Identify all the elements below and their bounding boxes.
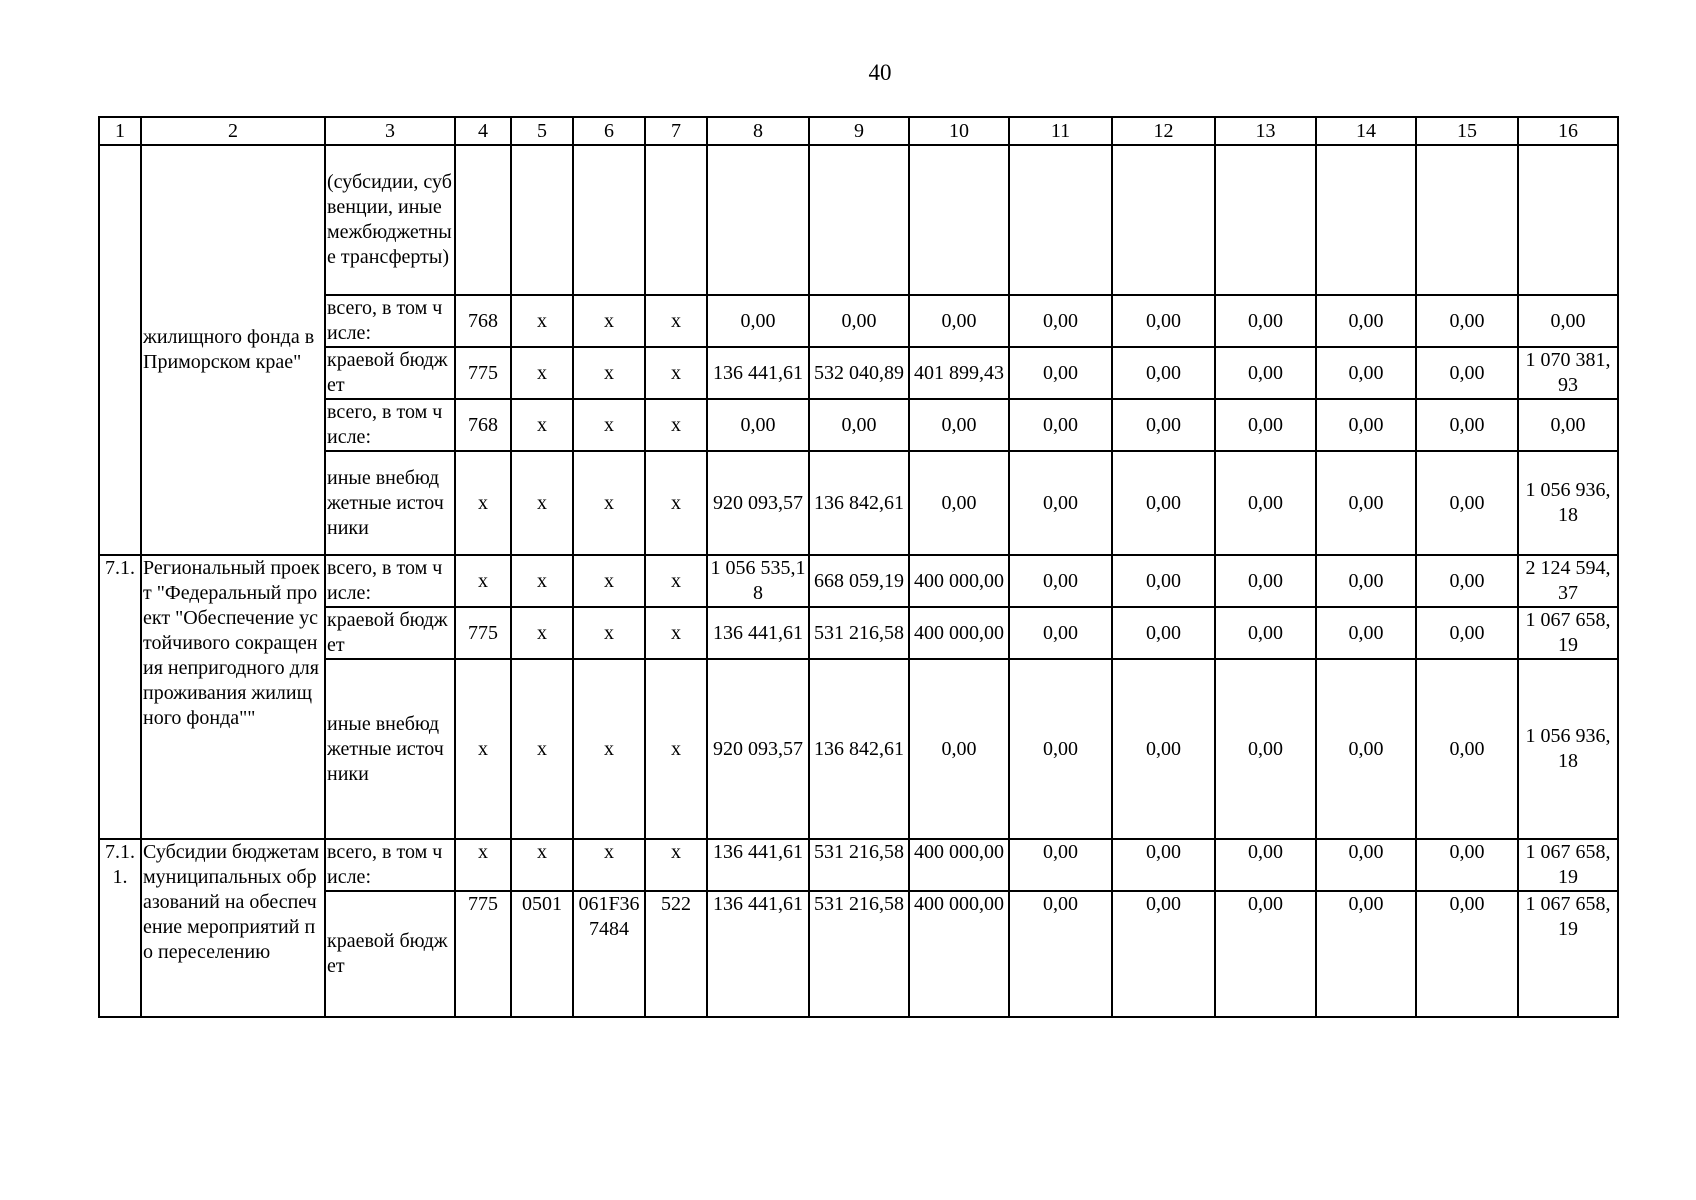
row-number-cell: 7.1.1. [99,839,141,1017]
source-cell: (субсидии, субвенции, иные межбюджетные трансферты) [325,145,455,295]
value-cell: 400 000,00 [909,839,1009,891]
value-cell: x [573,451,645,555]
value-cell: x [511,839,573,891]
value-cell: 0,00 [1215,555,1316,607]
value-cell: 775 [455,607,511,659]
value-cell [809,145,909,295]
column-header: 6 [573,117,645,145]
table-row [99,607,1618,659]
value-cell: 775 [455,347,511,399]
value-cell: x [645,555,707,607]
value-cell [1009,145,1112,295]
value-cell: 0,00 [909,295,1009,347]
value-cell: 0,00 [909,451,1009,555]
value-cell: 0,00 [1316,295,1416,347]
value-cell: 1 070 381,93 [1518,347,1618,399]
value-cell [455,145,511,295]
column-header: 1 [99,117,141,145]
table-row [99,451,1618,555]
value-cell: 0,00 [909,399,1009,451]
value-cell: 0,00 [1009,347,1112,399]
value-cell: 920 093,57 [707,451,809,555]
page-number: 40 [868,60,892,85]
value-cell: 061F367484 [573,891,645,1017]
value-cell: 0,00 [1009,891,1112,1017]
value-cell: 0,00 [1215,607,1316,659]
value-cell: 0,00 [707,399,809,451]
value-cell: 0,00 [1112,839,1215,891]
value-cell: x [645,607,707,659]
value-cell: 0,00 [1112,555,1215,607]
value-cell: 0,00 [1215,891,1316,1017]
value-cell: x [511,607,573,659]
value-cell: 0,00 [1416,555,1518,607]
value-cell: 0,00 [909,659,1009,839]
value-cell: 0,00 [1009,451,1112,555]
value-cell: x [511,555,573,607]
value-cell: x [573,839,645,891]
column-header: 15 [1416,117,1518,145]
value-cell: 401 899,43 [909,347,1009,399]
value-cell: x [511,659,573,839]
table-row [99,295,1618,347]
value-cell: 0,00 [1009,659,1112,839]
value-cell: 1 056 936,18 [1518,659,1618,839]
value-cell: 136 441,61 [707,839,809,891]
value-cell: 0,00 [1112,891,1215,1017]
table-row [99,839,1618,891]
value-cell: 0,00 [1316,399,1416,451]
value-cell: 400 000,00 [909,607,1009,659]
value-cell: 136 441,61 [707,891,809,1017]
value-cell: 0,00 [1316,607,1416,659]
column-header: 11 [1009,117,1112,145]
column-header: 4 [455,117,511,145]
value-cell: x [511,347,573,399]
value-cell: 0,00 [1416,839,1518,891]
value-cell: x [573,555,645,607]
value-cell: x [645,399,707,451]
row-number-cell: 7.1. [99,555,141,839]
value-cell: x [511,399,573,451]
value-cell: 0501 [511,891,573,1017]
value-cell: 920 093,57 [707,659,809,839]
value-cell: 400 000,00 [909,891,1009,1017]
column-header: 2 [141,117,325,145]
item-name-cell: Региональный проект "Федеральный проект "Обеспечение устойчивого сокращения непригодного для проживания жилищного фонда"" [141,555,325,839]
column-header: 13 [1215,117,1316,145]
value-cell: 1 067 658,19 [1518,891,1618,1017]
value-cell: x [573,295,645,347]
value-cell: 136 441,61 [707,607,809,659]
value-cell: 0,00 [1518,295,1618,347]
column-header: 7 [645,117,707,145]
table-body [99,117,1618,1017]
source-cell: всего, в том числе: [325,399,455,451]
value-cell: 136 842,61 [809,451,909,555]
source-cell: краевой бюджет [325,347,455,399]
source-cell: краевой бюджет [325,891,455,1017]
table-row [99,145,1618,295]
value-cell: 775 [455,891,511,1017]
value-cell: 0,00 [1009,555,1112,607]
value-cell: x [573,347,645,399]
row-number-cell [99,145,141,555]
value-cell: x [455,839,511,891]
value-cell: x [455,659,511,839]
source-cell: краевой бюджет [325,607,455,659]
value-cell [909,145,1009,295]
source-cell: всего, в том числе: [325,555,455,607]
column-header: 5 [511,117,573,145]
table-row [99,555,1618,607]
value-cell: x [455,451,511,555]
value-cell: 0,00 [1316,555,1416,607]
value-cell: 532 040,89 [809,347,909,399]
value-cell [707,145,809,295]
value-cell: x [573,607,645,659]
value-cell: 0,00 [1009,839,1112,891]
column-header: 10 [909,117,1009,145]
value-cell: x [645,295,707,347]
value-cell: 0,00 [1215,347,1316,399]
source-cell: иные внебюджетные источники [325,659,455,839]
value-cell: 531 216,58 [809,607,909,659]
value-cell: 0,00 [1416,451,1518,555]
value-cell: 0,00 [1316,451,1416,555]
value-cell [1215,145,1316,295]
value-cell: 0,00 [1416,347,1518,399]
source-cell: всего, в том числе: [325,839,455,891]
value-cell: 0,00 [1416,891,1518,1017]
value-cell: 1 067 658,19 [1518,839,1618,891]
value-cell [645,145,707,295]
value-cell: 1 067 658,19 [1518,607,1618,659]
value-cell: 531 216,58 [809,891,909,1017]
value-cell: 0,00 [1112,607,1215,659]
value-cell: 0,00 [1112,347,1215,399]
value-cell: 0,00 [1112,295,1215,347]
value-cell: 1 056 535,18 [707,555,809,607]
value-cell: 522 [645,891,707,1017]
value-cell: 0,00 [1316,839,1416,891]
value-cell: 0,00 [1215,839,1316,891]
value-cell: 0,00 [1009,295,1112,347]
value-cell: 0,00 [1416,295,1518,347]
item-name-cell: Субсидии бюджетам муниципальных образований на обеспечение мероприятий по переселению [141,839,325,1017]
value-cell: 0,00 [1316,347,1416,399]
item-name-cell: жилищного фонда в Приморском крае" [141,145,325,555]
value-cell [1316,145,1416,295]
value-cell [1518,145,1618,295]
value-cell: 1 056 936,18 [1518,451,1618,555]
value-cell: 0,00 [1215,451,1316,555]
table-row [99,347,1618,399]
source-cell: всего, в том числе: [325,295,455,347]
table-row [99,399,1618,451]
table-row [99,659,1618,839]
value-cell: 768 [455,295,511,347]
value-cell: 0,00 [1009,399,1112,451]
value-cell: x [511,295,573,347]
value-cell [1112,145,1215,295]
value-cell: 0,00 [1112,451,1215,555]
value-cell [1416,145,1518,295]
value-cell: 0,00 [1009,607,1112,659]
value-cell: x [455,555,511,607]
value-cell [511,145,573,295]
column-header: 3 [325,117,455,145]
value-cell: 0,00 [1416,607,1518,659]
value-cell: x [573,659,645,839]
value-cell: 0,00 [1112,399,1215,451]
value-cell: x [645,347,707,399]
column-header: 8 [707,117,809,145]
column-header: 9 [809,117,909,145]
budget-table [98,116,1619,1018]
table-row [99,891,1618,1017]
column-header: 14 [1316,117,1416,145]
value-cell: x [573,399,645,451]
value-cell: 0,00 [809,399,909,451]
value-cell: 0,00 [1316,659,1416,839]
value-cell: 0,00 [1215,295,1316,347]
value-cell: 0,00 [809,295,909,347]
value-cell: 400 000,00 [909,555,1009,607]
value-cell: 0,00 [1215,399,1316,451]
value-cell: 136 441,61 [707,347,809,399]
value-cell: x [511,451,573,555]
value-cell: 0,00 [1416,399,1518,451]
value-cell: x [645,659,707,839]
value-cell: x [645,839,707,891]
value-cell [573,145,645,295]
value-cell: 136 842,61 [809,659,909,839]
column-header: 16 [1518,117,1618,145]
value-cell: 768 [455,399,511,451]
column-number-row [99,117,1618,145]
value-cell: 0,00 [1518,399,1618,451]
value-cell: 0,00 [1316,891,1416,1017]
value-cell: 668 059,19 [809,555,909,607]
value-cell: 531 216,58 [809,839,909,891]
column-header: 12 [1112,117,1215,145]
value-cell: 0,00 [1112,659,1215,839]
value-cell: x [645,451,707,555]
source-cell: иные внебюджетные источники [325,451,455,555]
value-cell: 0,00 [1215,659,1316,839]
value-cell: 0,00 [707,295,809,347]
value-cell: 0,00 [1416,659,1518,839]
value-cell: 2 124 594,37 [1518,555,1618,607]
